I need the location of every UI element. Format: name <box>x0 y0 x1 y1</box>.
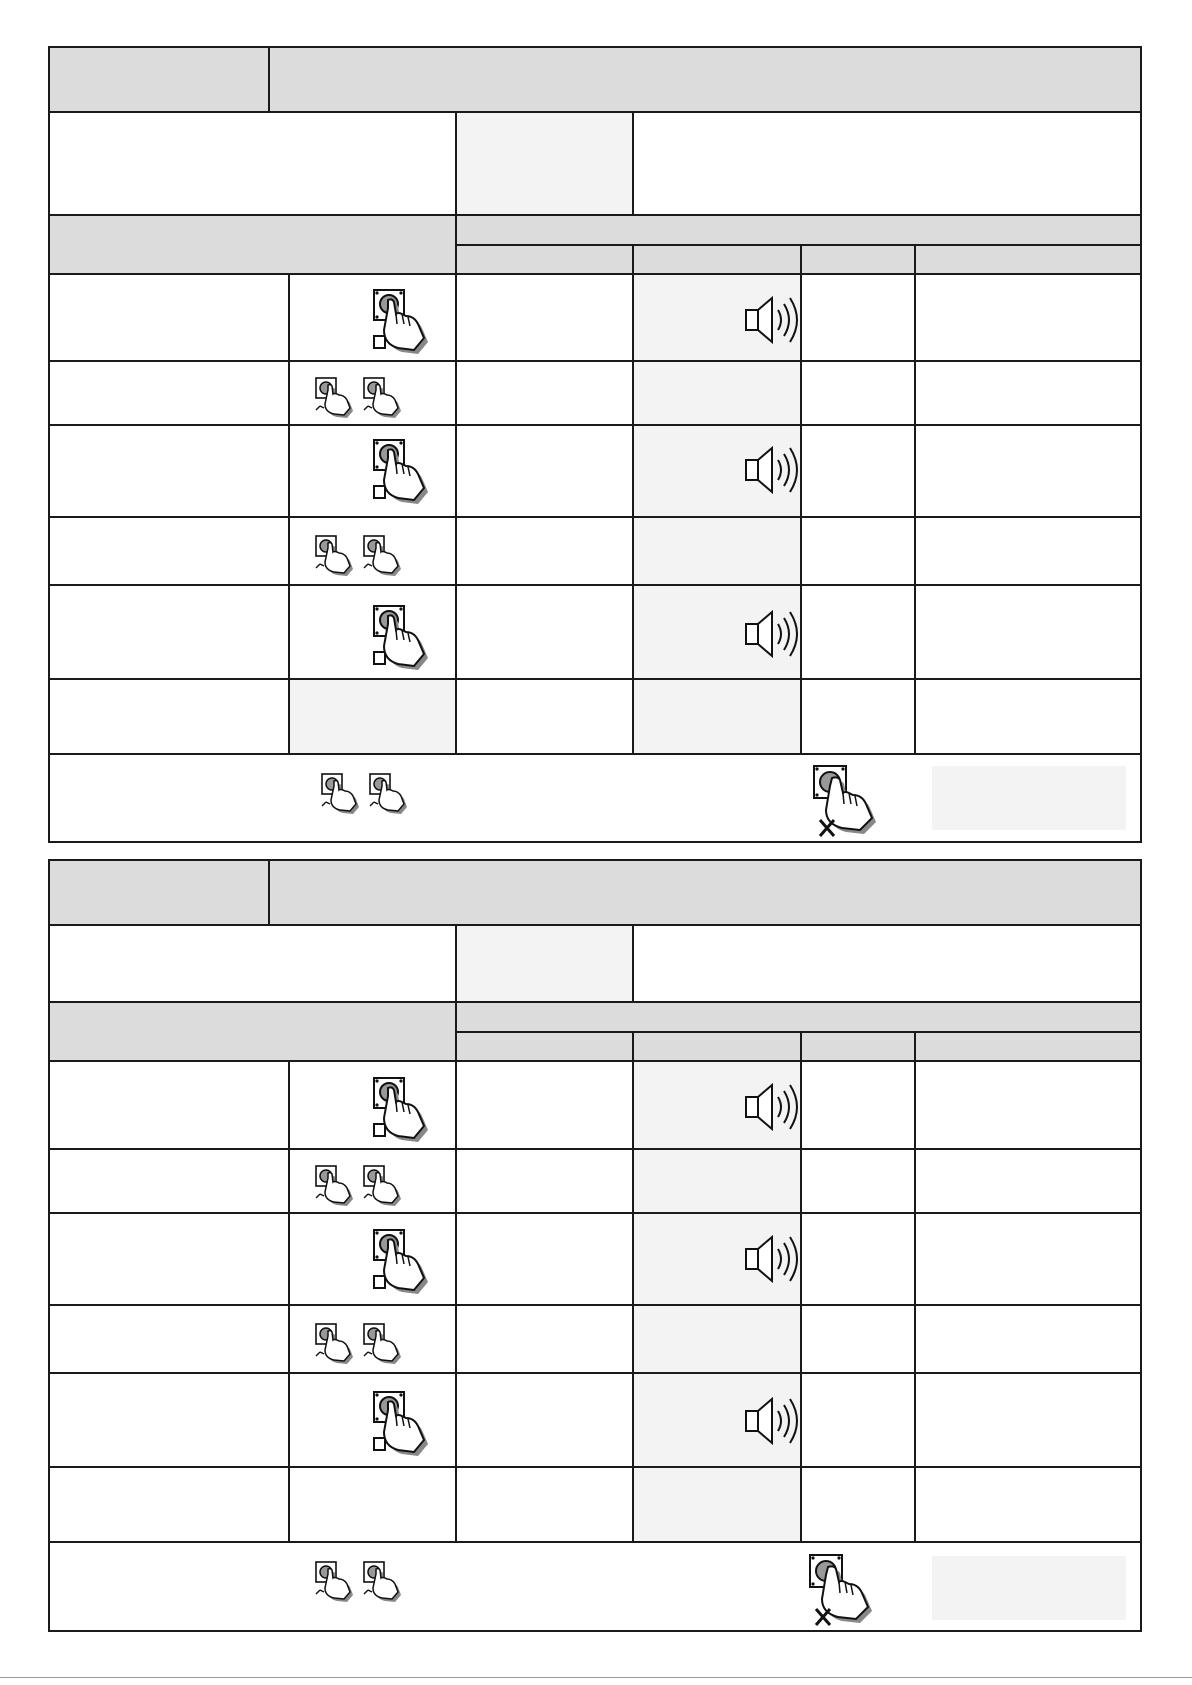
press-button-hand-icon <box>318 434 428 506</box>
programming-table-2 <box>48 859 1142 1632</box>
table-title-bar <box>50 48 1140 112</box>
footer-shaded-box <box>932 766 1126 830</box>
description-shaded-cell <box>456 926 632 1002</box>
double-press-hand-icon <box>312 1320 432 1364</box>
press-button-hand-icon <box>318 1224 428 1296</box>
description-shaded-cell <box>456 113 632 215</box>
buzzer-speaker-icon <box>740 1077 810 1137</box>
double-press-hand-icon <box>312 1162 432 1206</box>
press-button-hand-icon <box>318 284 428 356</box>
buzzer-speaker-icon <box>740 290 810 350</box>
buzzer-speaker-icon <box>740 440 810 500</box>
programming-table-1 <box>48 46 1142 843</box>
page-bottom-rule <box>0 1677 1192 1678</box>
buzzer-speaker-icon <box>740 604 810 664</box>
buzzer-speaker-icon <box>740 1229 810 1289</box>
shaded-icon-cell <box>290 680 455 753</box>
double-press-hand-icon <box>312 374 432 418</box>
double-press-hand-icon <box>318 770 438 814</box>
double-press-hand-icon <box>312 1558 432 1602</box>
buzzer-speaker-icon <box>740 1391 810 1451</box>
press-button-hand-icon <box>318 1386 428 1458</box>
press-button-hand-icon <box>318 1072 428 1144</box>
release-button-hand-icon <box>810 762 910 838</box>
table-title-bar <box>50 861 1140 925</box>
double-press-hand-icon <box>312 532 432 576</box>
release-button-hand-icon <box>806 1551 906 1627</box>
press-button-hand-icon <box>318 600 428 672</box>
footer-shaded-box <box>932 1556 1126 1620</box>
